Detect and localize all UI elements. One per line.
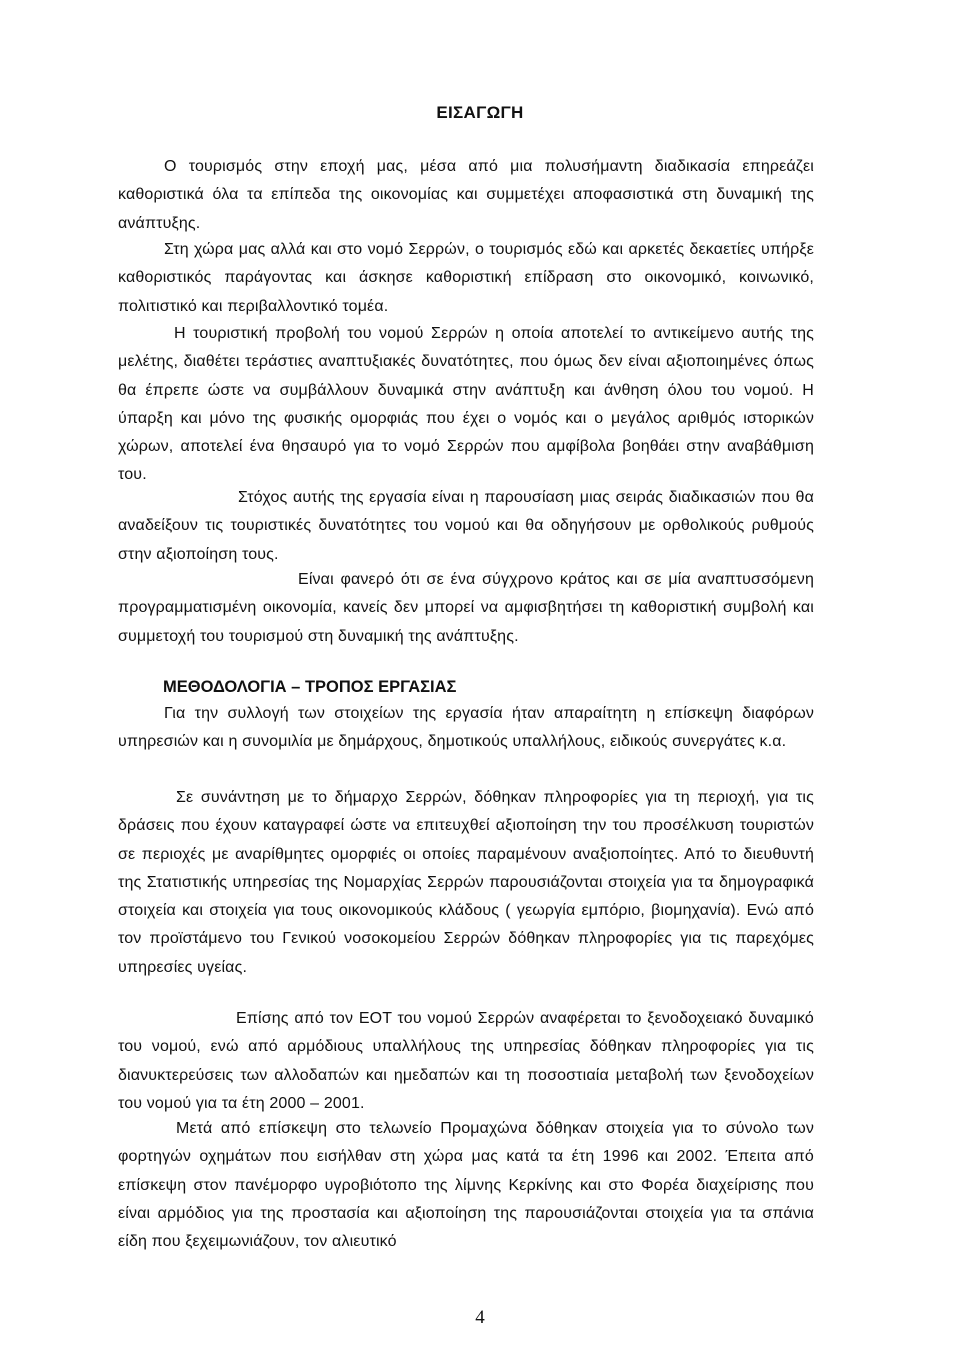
intro-paragraph-2: Στη χώρα μας αλλά και στο νομό Σερρών, ο τουρισμός εδώ και αρκετές δεκαετίες υπήρξε καθοριστικός παράγοντας και άσκησε καθοριστική επίδραση στο οικονομικό, κοινωνικό, πολιτιστικό και περιβαλλοντικό τομέα. <box>118 241 814 315</box>
page-title: ΕΙΣΑΓΩΓΗ <box>436 103 524 122</box>
method-paragraph-2: Σε συνάντηση με το δήμαρχο Σερρών, δόθηκαν πληροφορίες για τη περιοχή, για τις δράσεις που έχουν καταγραφεί ώστε να επιτευχθεί αξιοποίηση την του προσέλκυση τουριστών σε περιοχές με αναρίθμητες ομορφιές οι οποίες παραμένουν αναξιοποίητες. Από το διευθυντή της Στατιστικής υπηρεσίας της Νομαρχίας Σερρών παρουσιάζονται στοιχεία για τα δημογραφικά στοιχεία και στοιχεία για τους οικονομικούς κλάδους ( γεωργία εμπόριο, βιομηχανία). Ενώ από τον προϊστάμενο του Γενικού νοσοκομείου Σερρών δόθηκαν πληροφορίες για τις παρεχόμες υπηρεσίες υγείας. <box>118 789 814 976</box>
intro-paragraph-4: Στόχος αυτής της εργασία είναι η παρουσίαση μιας σειράς διαδικασιών που θα αναδείξουν τις τουριστικές δυνατότητες του νομού και θα οδηγήσουν με ορθολικούς ρυθμούς στην αξιοποίηση τους. <box>118 489 814 563</box>
intro-paragraph-1: Ο τουρισμός στην εποχή μας, μέσα από μια πολυσήμαντη διαδικασία επηρεάζει καθοριστικά όλα τα επίπεδα της οικονομίας και συμμετέχει αποφασιστικά στη δυναμική της ανάπτυξης. <box>118 158 814 232</box>
page-number: 4 <box>475 1307 485 1328</box>
intro-paragraph-3: Η τουριστική προβολή του νομού Σερρών η οποία αποτελεί το αντικείμενο αυτής της μελέτης, διαθέτει τεράστιες αναπτυξιακές δυνατότητες, που όμως δεν είναι αξιοποιημένες όπως θα έπρεπε ώστε να συμβάλλουν δυναμικά στην ανάπτυξη και άνθηση όλου του νομού. Η ύπαρξη και μόνο της φυσικής ομορφιάς που έχει ο νομός και ο μεγάλος αριθμός ιστορικών χώρων, αποτελεί ένα θησαυρό για το νομό Σερρών που αμφίβολα βοηθάει στην αναβάθμιση του. <box>118 325 814 484</box>
method-paragraph-3: Επίσης από τον ΕΟΤ του νομού Σερρών αναφέρεται το ξενοδοχειακό δυναμικό του νομού, ενώ από αρμόδιους υπαλλήλους της υπηρεσίας δόθηκαν πληροφορίες για τις διανυκτερεύσεις των αλλοδαπών και ημεδαπών και τη ποσοστιαία μεταβολή των ξενοδοχείων του νομού για τα έτη 2000 – 2001. <box>118 1010 814 1112</box>
intro-paragraph-5: Είναι φανερό ότι σε ένα σύγχρονο κράτος και σε μία αναπτυσσόμενη προγραμματισμένη οικονομία, κανείς δεν μπορεί να αμφισβητήσει τη καθοριστική συμβολή και συμμετοχή του τουρισμού στη δυναμική της ανάπτυξης. <box>118 571 814 645</box>
method-paragraph-1: Για την συλλογή των στοιχείων της εργασία ήταν απαραίτητη η επίσκεψη διαφόρων υπηρεσιών και η συνομιλία με δημάρχους, δημοτικούς υπαλλήλους, ειδικούς συνεργάτες κ.α. <box>118 705 814 751</box>
method-paragraph-4: Μετά από επίσκεψη στο τελωνείο Προμαχώνα δόθηκαν στοιχεία για το σύνολο των φορτηγών οχημάτων που εισήλθαν στη χώρα μας κατά τα έτη 1996 και 2002. Έπειτα από επίσκεψη στον πανέμορφο υγροβιότοπο της λίμνης Κερκίνης και στο Φορέα διαχείρισης που είναι αρμόδιος για της προστασία και αξιοποίηση της παρουσιάζονται στοιχεία για τα σπάνια είδη που ξεχειμωνιάζουν, τον αλιευτικό <box>118 1120 814 1251</box>
section-title: ΜΕΘΟΔΟΛΟΓΙΑ – ΤΡΟΠΟΣ ΕΡΓΑΣΙΑΣ <box>163 678 457 696</box>
